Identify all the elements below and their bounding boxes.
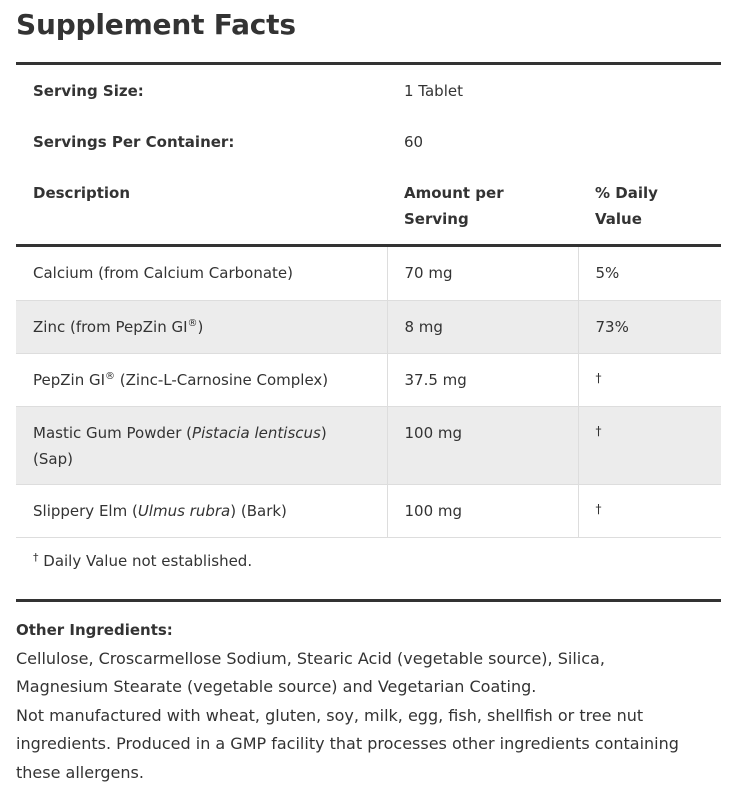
dagger-mark: † bbox=[595, 423, 602, 438]
dagger-mark: † bbox=[595, 501, 602, 516]
column-header-dv-line2: Value bbox=[595, 210, 642, 228]
column-header-dv-line1: % Daily bbox=[595, 184, 658, 202]
bottom-divider bbox=[16, 599, 721, 602]
row-daily-value bbox=[578, 353, 721, 406]
row-description: Mastic Gum Powder (Pistacia lentiscus) (Sap) bbox=[16, 406, 387, 484]
column-header-amount-line2: Serving bbox=[404, 210, 469, 228]
other-ingredients-line: Cellulose, Croscarmellose Sodium, Stearic Acid (vegetable source), Silica, bbox=[16, 648, 605, 668]
serving-size-value: 1 Tablet bbox=[404, 82, 463, 100]
table-row bbox=[16, 484, 721, 537]
top-divider bbox=[16, 62, 721, 65]
allergen-line: Not manufactured with wheat, gluten, soy, milk, egg, fish, shellfish or tree nut bbox=[16, 705, 644, 725]
latin-name: Ulmus rubra bbox=[137, 501, 231, 520]
servings-per-container-value: 60 bbox=[404, 133, 424, 151]
servings-per-container-label: Servings Per Container: bbox=[33, 133, 235, 151]
daily-value-footnote bbox=[33, 548, 252, 574]
row-amount: 70 mg bbox=[387, 247, 578, 300]
nutrient-table bbox=[16, 247, 721, 538]
column-header-description: Description bbox=[33, 184, 131, 202]
registered-mark: ® bbox=[105, 370, 116, 382]
table-row bbox=[16, 247, 721, 300]
row-daily-value bbox=[578, 484, 721, 537]
row-amount: 100 mg bbox=[387, 406, 578, 484]
latin-name: Pistacia lentiscus bbox=[192, 423, 321, 442]
dagger-mark: † bbox=[595, 370, 602, 385]
row-amount: 8 mg bbox=[387, 300, 578, 353]
row-description: Zinc (from PepZin GI®) bbox=[16, 300, 387, 353]
table-row bbox=[16, 353, 721, 406]
row-description: Calcium (from Calcium Carbonate) bbox=[16, 247, 387, 300]
other-ingredients-label: Other Ingredients: bbox=[16, 621, 173, 639]
registered-mark: ® bbox=[187, 317, 198, 329]
table-row bbox=[16, 406, 721, 484]
column-header-amount bbox=[404, 180, 544, 232]
page-title: Supplement Facts bbox=[16, 8, 296, 41]
other-ingredients bbox=[16, 616, 726, 787]
column-header-amount-line1: Amount per bbox=[404, 184, 504, 202]
row-amount: 100 mg bbox=[387, 484, 578, 537]
dagger-mark: † bbox=[33, 551, 39, 564]
table-row bbox=[16, 300, 721, 353]
serving-size-label: Serving Size: bbox=[33, 82, 144, 100]
row-daily-value bbox=[578, 406, 721, 484]
row-daily-value: 5% bbox=[578, 247, 721, 300]
row-daily-value: 73% bbox=[578, 300, 721, 353]
allergen-line: ingredients. Produced in a GMP facility that processes other ingredients containing bbox=[16, 734, 679, 753]
row-description: PepZin GI® (Zinc-L-Carnosine Complex) bbox=[16, 353, 387, 406]
row-description: Slippery Elm (Ulmus rubra) (Bark) bbox=[16, 484, 387, 537]
allergen-line: these allergens. bbox=[16, 762, 144, 782]
column-header-daily-value bbox=[595, 180, 705, 232]
other-ingredients-line: Magnesium Stearate (vegetable source) and Vegetarian Coating. bbox=[16, 677, 537, 696]
footnote-text: Daily Value not established. bbox=[38, 552, 253, 570]
row-amount: 37.5 mg bbox=[387, 353, 578, 406]
